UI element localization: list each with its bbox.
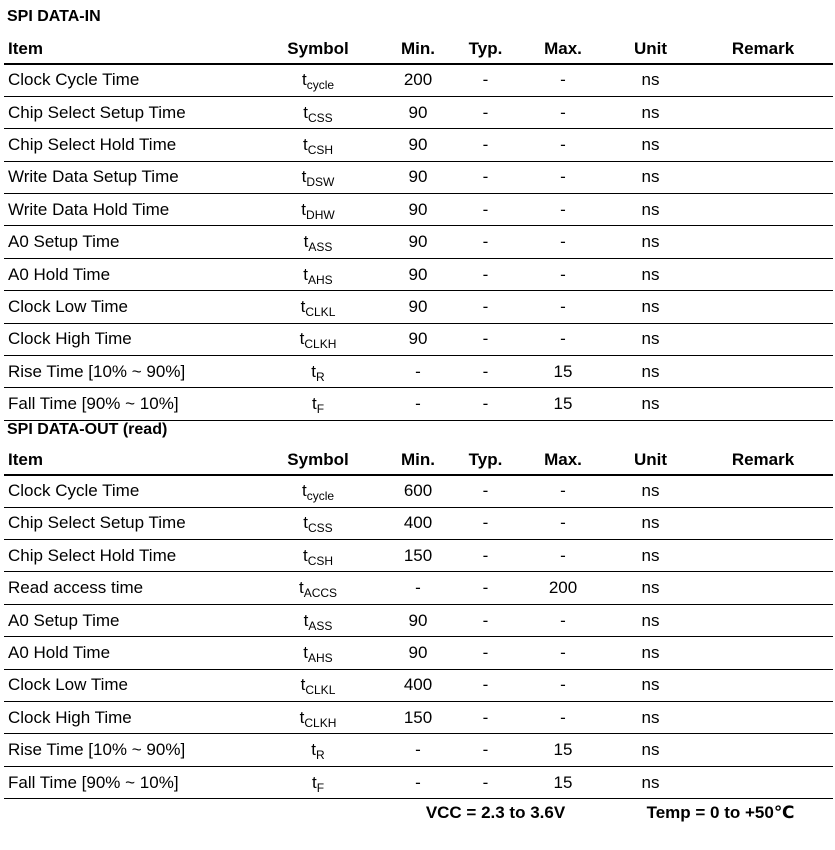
- symbol-base: t: [303, 513, 309, 533]
- remark-cell: [693, 637, 833, 669]
- max-cell: -: [518, 702, 608, 734]
- min-cell: 90: [383, 291, 453, 323]
- item-cell: Chip Select Hold Time: [4, 540, 253, 572]
- symbol-base: t: [300, 296, 306, 316]
- spi-data-out-section: [0, 421, 835, 825]
- symbol-subscript: ACCS: [303, 586, 338, 601]
- unit-cell: ns: [608, 291, 693, 323]
- item-cell: Rise Time [10% ~ 90%]: [4, 734, 253, 766]
- min-cell: -: [383, 388, 453, 420]
- item-cell: Rise Time [10% ~ 90%]: [4, 356, 253, 388]
- col-header-symbol: Symbol: [253, 447, 383, 475]
- symbol-subscript: ASS: [308, 240, 333, 255]
- table-row: [4, 291, 833, 323]
- symbol-cell: [253, 356, 383, 388]
- symbol-cell: [253, 64, 383, 96]
- symbol-subscript: CLKL: [305, 683, 336, 698]
- unit-cell: ns: [608, 129, 693, 161]
- symbol-subscript: CSS: [308, 521, 333, 536]
- symbol-cell: [253, 96, 383, 128]
- item-cell: Clock High Time: [4, 702, 253, 734]
- remark-cell: [693, 540, 833, 572]
- item-cell: Fall Time [90% ~ 10%]: [4, 388, 253, 420]
- remark-cell: [693, 258, 833, 290]
- remark-cell: [693, 669, 833, 701]
- min-cell: -: [383, 356, 453, 388]
- unit-cell: ns: [608, 194, 693, 226]
- remark-cell: [693, 702, 833, 734]
- typ-cell: -: [453, 637, 518, 669]
- symbol-base: t: [301, 70, 307, 90]
- symbol-base: t: [299, 329, 305, 349]
- symbol-base: t: [303, 102, 309, 122]
- symbol-cell: [253, 604, 383, 636]
- unit-cell: ns: [608, 540, 693, 572]
- max-cell: 200: [518, 572, 608, 604]
- symbol-subscript: F: [316, 402, 325, 417]
- typ-cell: -: [453, 323, 518, 355]
- max-cell: -: [518, 194, 608, 226]
- unit-cell: ns: [608, 669, 693, 701]
- symbol-subscript: F: [316, 780, 325, 795]
- symbol-cell: [253, 161, 383, 193]
- symbol-cell: [253, 572, 383, 604]
- symbol-subscript: cycle: [306, 78, 335, 93]
- spi-data-in-section: [0, 0, 835, 421]
- typ-cell: -: [453, 194, 518, 226]
- min-cell: 90: [383, 323, 453, 355]
- remark-cell: [693, 64, 833, 96]
- unit-cell: ns: [608, 323, 693, 355]
- item-cell: Write Data Hold Time: [4, 194, 253, 226]
- max-cell: -: [518, 604, 608, 636]
- typ-cell: -: [453, 734, 518, 766]
- item-cell: Clock Cycle Time: [4, 475, 253, 507]
- min-cell: 150: [383, 540, 453, 572]
- max-cell: -: [518, 64, 608, 96]
- unit-cell: ns: [608, 96, 693, 128]
- symbol-cell: [253, 194, 383, 226]
- min-cell: 600: [383, 475, 453, 507]
- max-cell: 15: [518, 388, 608, 420]
- min-cell: 400: [383, 669, 453, 701]
- min-cell: 400: [383, 507, 453, 539]
- unit-cell: ns: [608, 64, 693, 96]
- symbol-cell: [253, 540, 383, 572]
- spi-data-out-table: [4, 447, 833, 825]
- typ-cell: -: [453, 96, 518, 128]
- remark-cell: [693, 734, 833, 766]
- conditions-row: [4, 799, 833, 825]
- min-cell: 200: [383, 64, 453, 96]
- symbol-cell: [253, 507, 383, 539]
- table-row: [4, 64, 833, 96]
- remark-cell: [693, 291, 833, 323]
- min-cell: 90: [383, 129, 453, 161]
- symbol-cell: [253, 323, 383, 355]
- unit-cell: ns: [608, 637, 693, 669]
- symbol-base: t: [311, 740, 317, 760]
- unit-cell: ns: [608, 226, 693, 258]
- col-header-item: Item: [4, 447, 253, 475]
- remark-cell: [693, 226, 833, 258]
- table-row: [4, 604, 833, 636]
- symbol-subscript: CLKL: [305, 304, 336, 319]
- symbol-cell: [253, 388, 383, 420]
- item-cell: A0 Hold Time: [4, 637, 253, 669]
- table-row: [4, 226, 833, 258]
- typ-cell: -: [453, 475, 518, 507]
- vcc-condition: VCC = 2.3 to 3.6V: [425, 802, 566, 822]
- spi-data-in-table: [4, 36, 833, 421]
- max-cell: -: [518, 258, 608, 290]
- header-row: [4, 447, 833, 475]
- typ-cell: -: [453, 129, 518, 161]
- remark-cell: [693, 604, 833, 636]
- table-row: [4, 356, 833, 388]
- col-header-typ: Typ.: [453, 447, 518, 475]
- min-cell: 90: [383, 96, 453, 128]
- item-cell: Clock Cycle Time: [4, 64, 253, 96]
- item-cell: Read access time: [4, 572, 253, 604]
- symbol-subscript: DHW: [306, 207, 335, 222]
- max-cell: -: [518, 475, 608, 507]
- symbol-subscript: CLKH: [304, 715, 337, 730]
- max-cell: -: [518, 669, 608, 701]
- col-header-symbol: Symbol: [253, 36, 383, 64]
- col-header-unit: Unit: [608, 36, 693, 64]
- symbol-cell: [253, 702, 383, 734]
- unit-cell: ns: [608, 388, 693, 420]
- max-cell: -: [518, 96, 608, 128]
- symbol-subscript: R: [316, 748, 325, 763]
- symbol-cell: [253, 258, 383, 290]
- remark-cell: [693, 161, 833, 193]
- table-row: [4, 388, 833, 420]
- table-row: [4, 161, 833, 193]
- symbol-base: t: [301, 199, 307, 219]
- col-header-unit: Unit: [608, 447, 693, 475]
- max-cell: 15: [518, 734, 608, 766]
- symbol-base: t: [303, 642, 309, 662]
- typ-cell: -: [453, 507, 518, 539]
- symbol-base: t: [302, 545, 308, 565]
- max-cell: -: [518, 507, 608, 539]
- symbol-base: t: [311, 394, 317, 414]
- max-cell: 15: [518, 356, 608, 388]
- typ-cell: -: [453, 161, 518, 193]
- table-row: [4, 475, 833, 507]
- remark-cell: [693, 356, 833, 388]
- symbol-subscript: AHS: [308, 650, 333, 665]
- unit-cell: ns: [608, 572, 693, 604]
- symbol-base: t: [311, 772, 317, 792]
- item-cell: Chip Select Setup Time: [4, 507, 253, 539]
- spi-data-out-title: SPI DATA-OUT (read): [7, 420, 168, 438]
- symbol-base: t: [300, 675, 306, 695]
- table-row: [4, 572, 833, 604]
- symbol-cell: [253, 291, 383, 323]
- typ-cell: -: [453, 766, 518, 798]
- remark-cell: [693, 572, 833, 604]
- header-row: [4, 36, 833, 64]
- item-cell: Clock Low Time: [4, 669, 253, 701]
- col-header-typ: Typ.: [453, 36, 518, 64]
- min-cell: 90: [383, 604, 453, 636]
- col-header-max: Max.: [518, 36, 608, 64]
- max-cell: -: [518, 291, 608, 323]
- min-cell: 90: [383, 226, 453, 258]
- symbol-base: t: [302, 134, 308, 154]
- symbol-subscript: R: [316, 369, 325, 384]
- symbol-subscript: CLKH: [304, 337, 337, 352]
- col-header-max: Max.: [518, 447, 608, 475]
- item-cell: Write Data Setup Time: [4, 161, 253, 193]
- unit-cell: ns: [608, 356, 693, 388]
- col-header-remark: Remark: [693, 36, 833, 64]
- symbol-cell: [253, 766, 383, 798]
- symbol-subscript: CSH: [307, 553, 334, 568]
- table-row: [4, 637, 833, 669]
- unit-cell: ns: [608, 258, 693, 290]
- typ-cell: -: [453, 572, 518, 604]
- symbol-base: t: [299, 707, 305, 727]
- unit-cell: ns: [608, 604, 693, 636]
- symbol-base: t: [303, 264, 309, 284]
- col-header-min: Min.: [383, 447, 453, 475]
- temp-condition: Temp = 0 to +50℃: [646, 802, 795, 822]
- typ-cell: -: [453, 702, 518, 734]
- table-row: [4, 540, 833, 572]
- typ-cell: -: [453, 226, 518, 258]
- remark-cell: [693, 475, 833, 507]
- symbol-subscript: DSW: [306, 175, 335, 190]
- max-cell: -: [518, 129, 608, 161]
- min-cell: 90: [383, 637, 453, 669]
- max-cell: -: [518, 637, 608, 669]
- symbol-cell: [253, 669, 383, 701]
- remark-cell: [693, 507, 833, 539]
- item-cell: A0 Setup Time: [4, 226, 253, 258]
- symbol-cell: [253, 637, 383, 669]
- table-row: [4, 669, 833, 701]
- typ-cell: -: [453, 64, 518, 96]
- typ-cell: -: [453, 356, 518, 388]
- typ-cell: -: [453, 669, 518, 701]
- symbol-subscript: CSH: [307, 142, 334, 157]
- unit-cell: ns: [608, 507, 693, 539]
- symbol-cell: [253, 475, 383, 507]
- min-cell: -: [383, 766, 453, 798]
- symbol-base: t: [298, 578, 304, 598]
- item-cell: Fall Time [90% ~ 10%]: [4, 766, 253, 798]
- symbol-subscript: cycle: [306, 489, 335, 504]
- table-row: [4, 258, 833, 290]
- remark-cell: [693, 388, 833, 420]
- symbol-base: t: [301, 167, 307, 187]
- item-cell: Clock High Time: [4, 323, 253, 355]
- symbol-base: t: [303, 232, 309, 252]
- remark-cell: [693, 194, 833, 226]
- table-row: [4, 734, 833, 766]
- max-cell: -: [518, 323, 608, 355]
- remark-cell: [693, 96, 833, 128]
- col-header-item: Item: [4, 36, 253, 64]
- min-cell: -: [383, 734, 453, 766]
- min-cell: 90: [383, 194, 453, 226]
- col-header-min: Min.: [383, 36, 453, 64]
- symbol-cell: [253, 226, 383, 258]
- unit-cell: ns: [608, 475, 693, 507]
- symbol-subscript: ASS: [308, 618, 333, 633]
- remark-cell: [693, 766, 833, 798]
- table-row: [4, 766, 833, 798]
- item-cell: A0 Hold Time: [4, 258, 253, 290]
- min-cell: 90: [383, 161, 453, 193]
- table-row: [4, 507, 833, 539]
- min-cell: 90: [383, 258, 453, 290]
- min-cell: -: [383, 572, 453, 604]
- typ-cell: -: [453, 540, 518, 572]
- conditions-spacer: [4, 799, 383, 825]
- typ-cell: -: [453, 291, 518, 323]
- table-row: [4, 129, 833, 161]
- max-cell: -: [518, 161, 608, 193]
- col-header-remark: Remark: [693, 447, 833, 475]
- typ-cell: -: [453, 388, 518, 420]
- item-cell: Chip Select Hold Time: [4, 129, 253, 161]
- typ-cell: -: [453, 258, 518, 290]
- table-row: [4, 323, 833, 355]
- item-cell: A0 Setup Time: [4, 604, 253, 636]
- symbol-subscript: AHS: [308, 272, 333, 287]
- unit-cell: ns: [608, 702, 693, 734]
- max-cell: 15: [518, 766, 608, 798]
- symbol-base: t: [303, 610, 309, 630]
- remark-cell: [693, 323, 833, 355]
- typ-cell: -: [453, 604, 518, 636]
- remark-cell: [693, 129, 833, 161]
- item-cell: Clock Low Time: [4, 291, 253, 323]
- item-cell: Chip Select Setup Time: [4, 96, 253, 128]
- symbol-cell: [253, 734, 383, 766]
- unit-cell: ns: [608, 734, 693, 766]
- symbol-base: t: [311, 361, 317, 381]
- max-cell: -: [518, 226, 608, 258]
- symbol-subscript: CSS: [308, 110, 333, 125]
- symbol-cell: [253, 129, 383, 161]
- table-row: [4, 702, 833, 734]
- table-row: [4, 96, 833, 128]
- unit-cell: ns: [608, 161, 693, 193]
- table-row: [4, 194, 833, 226]
- symbol-base: t: [301, 481, 307, 501]
- max-cell: -: [518, 540, 608, 572]
- spi-data-in-title: SPI DATA-IN: [7, 8, 101, 25]
- unit-cell: ns: [608, 766, 693, 798]
- min-cell: 150: [383, 702, 453, 734]
